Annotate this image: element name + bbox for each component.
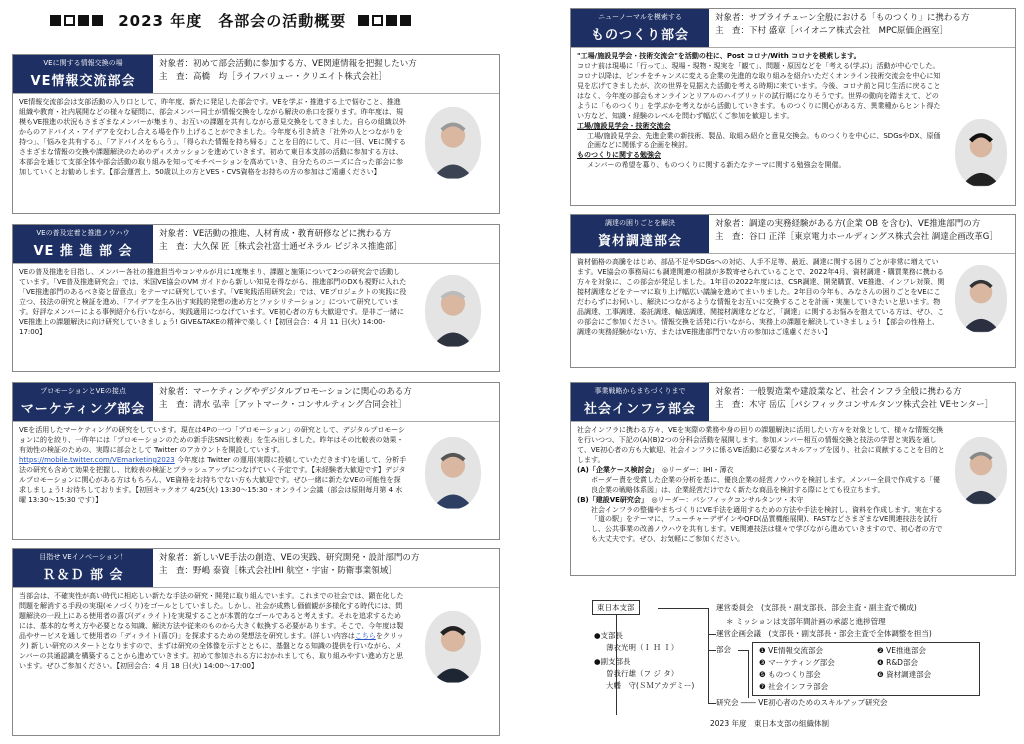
org-bukai-label: 部会 bbox=[716, 645, 731, 654]
org-chart bbox=[592, 600, 988, 732]
chair-photo bbox=[955, 437, 1007, 505]
org-branch-head-label: ●支部長 bbox=[594, 631, 624, 640]
section-body-2: 今年度は Twitter の運用(実際に投稿していただきます)を通して、分析手法の研究も含めて効果を把握し、比較表の検証とブラッシュアップにつなげていく予定です。【未経験者大歓迎です】デジタルプロモーションに関心がある方はもちろん、VE資格をお持ちでない方も大歓迎です。ぜひ一緒に新たなVEの可能性を探求しましょう! お待ちしております。【初回キックオフ 4/25(火) 13:30～15:30・オンライン会議（部会は原則毎月第 4 水曜 13:30～15:30 です）】 bbox=[19, 455, 407, 504]
sub-body: 工場/施設見学会、先進企業の新技術、製品、取組み紹介と意見交換会。ものつくりを中心に、SDGsやDX、原価企画などに関係する企画を検討。 bbox=[587, 131, 941, 150]
chair-photo bbox=[955, 119, 1007, 187]
subgroup-leader: ◎リーダー：IHI・薄衣 bbox=[661, 465, 734, 474]
section-body: VE情報交流部会は支部活動の入り口として、昨年度、新たに発足した部会です。VEを学ぶ・推進する上で悩むこと、推進組織や教育・社内展開などの様々な疑問に、部会メンバー同士が情報交換をしながら解決の糸口を探ります。昨年度は、規模もVE推進の状況もさまざまなメンバーが集まり、お互いの課題を共有しながら意見交換をしてきました。自らの組織以外からのアドバイス・アイデアを交わし合える場を作り上げることができました。今年度も引き続き「社外の人とつながりを持つ」、「悩みを共有する」、「アドバイスをもらう」、「得られた情報を持ち帰る」ことを目的にして、月に一回、VEに関するさまざまな情報の交換や課題解決のためのディスカッションを進めていきます。初めて東日本支部の活動に参加する方は、本部会を通じて支部全体や部会活動の取り組みを知ってモチベーションを高めていき、自分たちのニーズに合った部会に参加していくとお勧めします。【部会運営上、50歳以上の方とVES・CVS資格をお持ちの方の参加はご遠慮ください】 bbox=[19, 98, 406, 176]
subgroup-leader: ◎リーダー：パシフィックコンサルタンツ・木守 bbox=[651, 495, 804, 504]
page-title: 2023 年度 各部会の活動概要 bbox=[50, 10, 414, 31]
section-ve-info bbox=[12, 54, 500, 214]
section-body: コロナ前は現場に「行って」、現場・現物・現実を「観て」、問題・原因などを「考える(学ぶ)」活動が中心でした。コロナ以降は、ピンチをチャンスに変える企業の先進的な取り組みを紹介いただくオンライン技術交流会を中心に知見を広げてきましたが、次の世界を見据えた活動を考える時期に来ています。今後、コロナ前と同じ生活に戻ることはなく、今年度の部会もオンラインとリアルのハイブリッドの試行期になりそうです。世界の動向を踏まえて、どのように「ものつくり」を学ぶかを考えながら活動していきます。ものつくりに関心がある方、異業種からヒント得たい方など、知識・経験のレベルを問わず幅広くご参加を歓迎します。 bbox=[577, 61, 941, 120]
chair: 主 査：大久保 匠［株式会社富士通ゼネラル ビジネス推進部］ bbox=[159, 242, 402, 253]
target-audience: 対象者：サプライチェーン全般における「ものつくり」に携わる方 bbox=[715, 13, 970, 23]
section-rd bbox=[12, 548, 500, 736]
section-badge: 調達の困りごとを解決 資材調達部会 bbox=[571, 215, 709, 253]
section-body: VEの普及推進を目指し、メンバー各社の推進担当やコンサルが月に1度集まり、課題と施策について2つの研究会で活動しています。「VE普及推進研究会」では、米国VE協会のVM ガイドから新しい知見を得ながら、推進部門のDXも視野に入れた「VE推進部門のあるべき姿と留意点」をテーマに研究しています。「VE実践活用研究会」では、VEプロジェクトの実践に役立つ、技法の研究と検証を進め、「アイデアを生み出す実践的発想の進め方とファシリテーション」について研究しています。好評なメンバーによる事例紹介も行いながら、実践適用につなげています。VE初心者の方も大歓迎です。是非ご一緒にVE推進上の課題解決に向け研究していきましょう! GIVE&TAKEの精神で楽しく!【初回会合：4 月 11 日(火) 14:00-17:00】 bbox=[19, 268, 407, 336]
section-badge: VEに関する情報交換の場 VE情報交流部会 bbox=[13, 55, 153, 93]
org-caption: 2023 年度 東日本支部の組織体制 bbox=[710, 719, 829, 728]
section-infra bbox=[570, 382, 1016, 576]
subgroup-body: 社会インフラの整備やまちづくりにVE手法を適用するための方法や手法を検討し、資料を作成します。実在する「道の駅」をテーマに、フューチャーデザインやQFD(品質機能展開)、FASTなどさまざまなVE関連技法を試行し、公共事業の改善ノウハウを共有します。VE関連技法は様々で学びながら進めていきますので、初心者の方でも大丈夫です。ぜひ、お気軽にご参加ください。 bbox=[591, 505, 943, 544]
section-monozukuri bbox=[570, 8, 1016, 206]
section-body: 資材価格の高騰をはじめ、部品不足やSDGsへの対応、人手不足等、最近、調達に関する困りごとが非常に増えています。VE協会の事務局にも調達関連の相談が多数寄せられていることで、2022年4月、資材調達・購買業務に携わる方々を対象に、この部会が発足しました。1年目の2022年度には、CSR調達、開発購買、VE推進、インフレ対策、関接材調達などをテーマに取り上げ幅広い議論を進めてまいりました。2年目の今年も、みなさんの困りごとをVEにこだわらずにお伺いし、解決につながるような情報をお互いに交換することを計画・実施していきたいと思います。物品調達、工事調達、委託調達、輸送調達、関接材調達などなど、「調達」に関するお悩みを抱えている方は、ぜひ、この部会にご参加ください。情報交換を活発に行いながら、実務上の課題を解決していきましょう! 【部会の性格上、調達の実務経験がない方、またはVE推進部門でない方の参加はご遠慮ください】 bbox=[577, 258, 945, 336]
section-body: VEを活用したマーケティングの研究をしています。現在は4Pの一つ「プロモーション」の研究として、デジタルプロモーションに的を絞り、一昨年には「プロモーションのための新手法SNS比較表」を生み出しました。昨年はその比較表の効果・有効性の検証のための、実際に部会として Twitter のアカウントを開設しています。 bbox=[19, 426, 405, 454]
section-badge: プロモーションとVEの接点 マーケティング部会 bbox=[13, 383, 153, 421]
twitter-link[interactable]: https://mobile.twitter.com/VEmarketing2023 bbox=[19, 455, 175, 464]
target-audience: 対象者：VE活動の推進、人材育成・教育研修などに携わる方 bbox=[159, 229, 392, 239]
chair: 主 査：野嶋 泰資［株式会社IHI 航空・宇宙・防衛事業領域］ bbox=[159, 566, 397, 577]
section-body: 当部会は、不確実性が高い時代に相応しい新たな手法の研究・開発に取り組んでいます。これまでの社会では、顕在化した問題を解消する手段の実現(モノづくり)をゴールとしていました。しかし、社会が成熟し価値観が多様化する時代には、問題解決の一段上にある使用者の喜び(ディライト)を実現することが本質的なゴールであると考えます。それを追求するためには、基本的な考え方や必要となる知識、解決方法や従来のものから大きく転換する必要があります。そこで、今年度は製品やサービスを通して使用者の「ディライト(喜び)」を探求するための発想法を研究します。(詳しい内容は bbox=[19, 592, 404, 640]
subheading: ものつくりに関する勉強会 bbox=[577, 151, 661, 160]
subgroup-title: (A)「企業ケース検討会」 bbox=[577, 465, 655, 474]
chair: 主 査：木守 岳広［パシフィックコンサルタンツ株式会社 VEセンター］ bbox=[715, 400, 994, 411]
org-bukai-5: ❺ ものつくり部会 bbox=[759, 670, 821, 679]
section-body: 社会インフラに携わる方々、VEを実際の業務や身の回りの課題解決に活用したい方々を対象として、様々な情報交換を行いつつ、下記の(A)(B)2つの分科会活動を展開します。参加メンバー相互の情報交換と技法の学習と実践を通して、VE初心者の方も大歓迎、社会インフラに係るVE活動に必要なスキルアップを図り、社会に貢献することを目的とします。 bbox=[577, 426, 945, 464]
target-audience: 対象者：調達の実務経験がある方(企業 OB を含む)、VE推進部門の方 bbox=[715, 219, 981, 229]
chair-photo bbox=[425, 275, 481, 347]
org-bukai-3: ❸ マーケティング部会 bbox=[759, 658, 835, 667]
chair-photo bbox=[955, 265, 1007, 333]
org-bukai-7: ❼ 社会インフラ部会 bbox=[759, 682, 829, 691]
target-audience: 対象者：新しいVE手法の創造、VEの実践、研究開発・設計部門の方 bbox=[159, 553, 420, 563]
sub-body: メンバーの希望を募り、ものつくりに関する新たなテーマに関する勉強会を開催。 bbox=[587, 161, 846, 170]
org-vice-head-2: 大幡 守(ＳＭアカデミー) bbox=[606, 681, 695, 690]
section-badge: 目指せ VEイノベーション！ Ｒ＆Ｄ 部 会 bbox=[13, 549, 153, 587]
section-intro: "工場/施設見学会・技術交流会"を活動の柱に、Post コロナ/With コロナを模索します。 bbox=[577, 52, 861, 60]
org-bukai-2: ❷ VE推進部会 bbox=[877, 646, 926, 655]
section-ve-suishin bbox=[12, 224, 500, 372]
org-bukai-box bbox=[752, 642, 980, 696]
subheading: 工場/施設見学会・技術交流会 bbox=[577, 121, 671, 130]
chair: 主 査：清水 弘幸［アットマーク・コンサルティング合同会社］ bbox=[159, 400, 407, 411]
org-committee-note: ＊ ミッションは支部年間計画の承認と進捗管理 bbox=[726, 617, 886, 626]
target-audience: 対象者：初めて部会活動に参加する方、VE関連情報を把握したい方 bbox=[159, 59, 417, 69]
chair-photo bbox=[425, 107, 481, 179]
section-marketing bbox=[12, 382, 500, 540]
subgroup-title: (B)「建設VE研究会」 bbox=[577, 495, 645, 504]
section-shizai bbox=[570, 214, 1016, 368]
org-bukai-1: ❶ VE情報交流部会 bbox=[759, 646, 823, 655]
org-root: 東日本支部 bbox=[592, 600, 640, 615]
section-badge: ニューノーマルを模索する ものつくり部会 bbox=[571, 9, 709, 47]
chair-photo bbox=[425, 611, 481, 683]
target-audience: 対象者：一般製造業や建設業など、社会インフラ全般に携わる方 bbox=[715, 387, 962, 397]
org-study-group: 研究会 ―― VE初心者のためのスキルアップ研究会 bbox=[716, 698, 888, 707]
target-audience: 対象者：マーケティングやデジタルプロモーションに関心のある方 bbox=[159, 387, 412, 397]
chair: 主 査：谷口 正洋［東京電力ホールディングス株式会社 調達企画改革G］ bbox=[715, 232, 998, 243]
org-committee: 運営委員会 (支部長・副支部長、部会主査・副主査で構成) bbox=[716, 603, 917, 612]
chair: 主 査：高橋 均［ライフバリュー・クリエイト株式会社］ bbox=[159, 72, 387, 83]
chair-photo bbox=[425, 437, 481, 509]
details-link[interactable]: こちら bbox=[354, 631, 376, 640]
chair: 主 査：下村 盛章［バイオニア株式会社 MPC原価企画室］ bbox=[715, 26, 949, 37]
org-vice-head-1: 曽我行雄（フ ジ タ） bbox=[606, 669, 679, 678]
org-planning: 運営企画会議 (支部長・副支部長・部会主査で全体調整を担当) bbox=[716, 629, 932, 638]
section-badge: 事業戦略からまちづくりまで 社会インフラ部会 bbox=[571, 383, 709, 421]
subgroup-body: ボーダー責を受賞した企業の分析を基に、優良企業の経営ノウハウを検討します。メンバー全員で作成する「優良企業の戦略体系図」は、企業経営だけでなく新たな商品を検討する際にとても役立ちます。 bbox=[591, 475, 940, 494]
section-body-2: をクリック) 新しい研究のスタートとなりますので、まずは研究の全体像を示すとともに、基盤となる知識の提供を行いながら、メンバーの共通認識を構築することから進めていきます。初めて参加される方におかれましても、取り組みやすい進め方と思います。ぜひご参加ください。【初回会合：4 月 18 日(火) 14:00～17:00】 bbox=[19, 631, 404, 670]
org-bukai-4: ❹ R&D部会 bbox=[877, 658, 918, 667]
org-bukai-6: ❻ 資材調達部会 bbox=[877, 670, 932, 679]
section-badge: VEの普及定着と推進ノウハウ VE 推 進 部 会 bbox=[13, 225, 153, 263]
org-branch-head: 薄衣光明（Ｉ Ｈ Ｉ） bbox=[606, 643, 679, 652]
org-vice-head-label: ●副支部長 bbox=[594, 657, 631, 666]
